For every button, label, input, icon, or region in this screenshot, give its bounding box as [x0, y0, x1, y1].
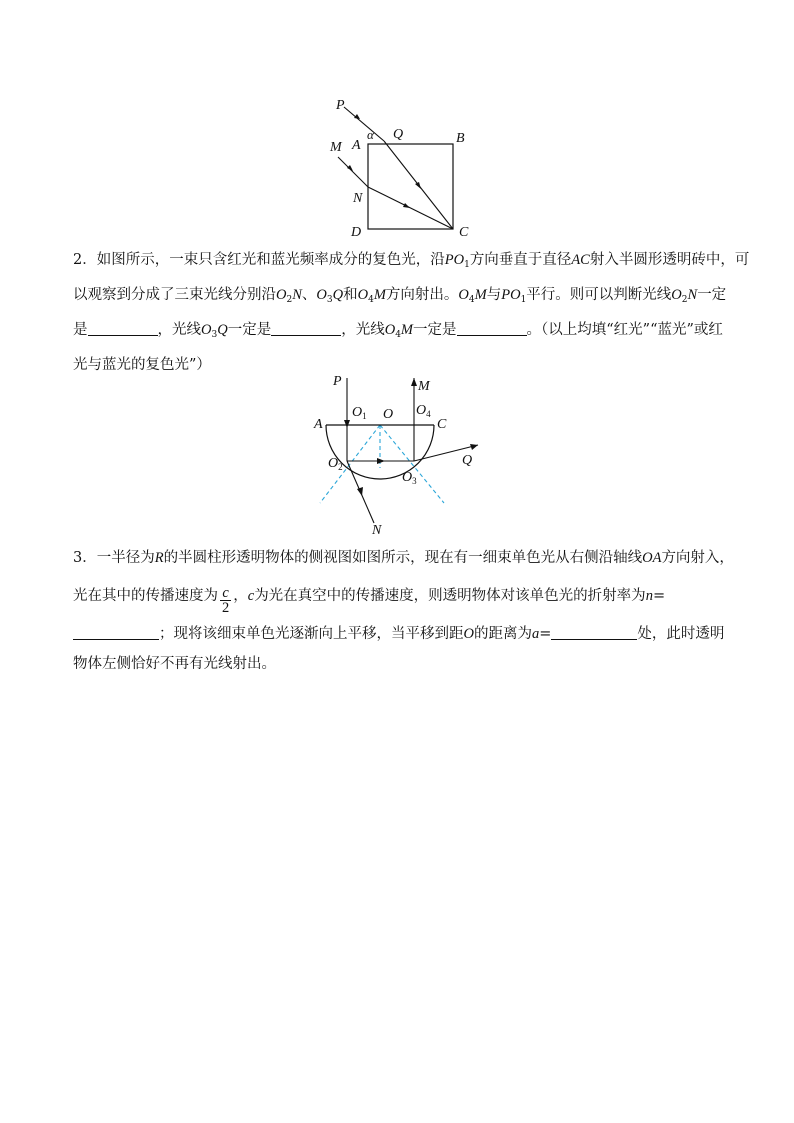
q2-text: 和 [343, 287, 358, 303]
math-m: M [373, 287, 386, 303]
q2-text: 方向射出。 [385, 287, 459, 303]
q2-line-4: 光与蓝光的复色光”） [73, 357, 211, 373]
arrow-m [411, 378, 417, 386]
math-po: PO [501, 287, 521, 303]
label-b: B [456, 131, 465, 146]
q2-line-1 [73, 245, 750, 280]
square-abcd [368, 144, 453, 229]
arrow-n [357, 487, 363, 496]
label-a: A [314, 417, 323, 432]
q2-text: 平行。则可以判断光线 [526, 287, 672, 303]
math-n: N [687, 287, 698, 303]
q2-text: ，光线 [341, 322, 385, 338]
math-o: O [458, 287, 469, 303]
figure-square-refraction [320, 95, 480, 240]
q2-number: 2． [73, 252, 97, 268]
arrow-nc [403, 203, 410, 208]
math-sub: 4 [395, 330, 401, 340]
label-m: M [418, 379, 430, 394]
q3-text: ；现将该细束单色光逐渐向上平移，当平移到距 [159, 626, 464, 642]
math-sub: 2 [286, 295, 293, 305]
q3-text: = [652, 588, 666, 604]
math-sub: 4 [468, 295, 475, 305]
question-3 [73, 543, 734, 679]
math-o: O [671, 287, 682, 303]
math-o: O [201, 322, 212, 338]
math-po1: PO [444, 252, 465, 268]
math-o: O [384, 322, 396, 338]
label-o4 [416, 403, 431, 419]
math-sub: 3 [326, 295, 333, 305]
label-o3 [402, 470, 417, 486]
answer-blank-1[interactable] [88, 319, 158, 336]
q3-text: 为光在真空中的传播速度，则透明物体对该单色光的折射率为 [254, 588, 646, 604]
math-n: n [645, 588, 653, 604]
math-sub: 1 [520, 295, 527, 305]
math-o: O [316, 287, 327, 303]
q2-text: 、 [301, 287, 317, 303]
q2-text: 一定是 [227, 322, 272, 338]
math-c: c [247, 588, 255, 604]
incident-ray-pq [344, 107, 384, 141]
q2-text: 以观察到分成了三束光线分别沿 [73, 287, 276, 303]
refracted-ray-nc [368, 187, 453, 229]
label-o2-main: O [328, 456, 339, 471]
q3-line-3 [73, 619, 725, 649]
label-o1-main: O [352, 405, 363, 420]
label-alpha: α [367, 127, 374, 142]
fraction-denominator: 2 [222, 600, 230, 616]
math-m: M [400, 322, 414, 338]
math-o: O [276, 287, 287, 303]
label-q: Q [462, 453, 473, 468]
q2-text: 一定 [697, 287, 727, 303]
q2-text: ，光线 [157, 322, 201, 338]
math-sub: 1 [464, 260, 470, 270]
label-c: C [437, 417, 447, 432]
label-o3-main: O [402, 470, 413, 485]
math-ac: AC [571, 252, 590, 268]
arrow-p [344, 420, 350, 428]
q2-text: 射入半圆形透明砖中，可 [589, 252, 750, 268]
math-q: Q [217, 322, 228, 338]
answer-blank-n[interactable] [73, 623, 159, 640]
q2-line-3 [73, 315, 725, 350]
math-q: Q [332, 287, 344, 303]
q3-line-2 [73, 581, 725, 615]
label-o1-sub: 1 [362, 411, 367, 421]
figure-semicircle-refraction [310, 368, 490, 538]
q3-text: 光在其中的传播速度为 [73, 588, 218, 604]
label-o3-sub: 3 [412, 476, 417, 486]
label-o2-sub: 2 [338, 462, 343, 472]
fraction-c-over-2 [220, 586, 231, 615]
label-p: P [333, 374, 342, 389]
arrow-o2o3 [377, 458, 385, 464]
fraction-numerator: c [220, 586, 231, 601]
q2-text: 一定是 [413, 322, 457, 338]
label-o4-sub: 4 [426, 409, 431, 419]
answer-blank-a[interactable] [551, 623, 637, 640]
math-o: O [357, 287, 369, 303]
label-o4-main: O [416, 403, 427, 418]
label-a: A [352, 138, 361, 153]
math-sub: 3 [211, 330, 218, 340]
label-q: Q [393, 127, 404, 142]
q3-text: 一半径为 [96, 550, 155, 566]
math-oa: OA [642, 550, 662, 566]
answer-blank-2[interactable] [271, 319, 341, 336]
q2-text: 如图所示，一束只含红光和蓝光频率成分的复色光，沿 [96, 252, 445, 268]
label-o2 [328, 456, 343, 472]
figure-1-svg [320, 95, 480, 240]
math-o: O [463, 626, 474, 642]
q3-line-1 [73, 543, 734, 573]
label-d: D [351, 225, 362, 240]
math-m: M [474, 287, 487, 303]
math-a: a [531, 626, 540, 642]
q2-text: 是 [73, 322, 88, 338]
q3-text: = [539, 626, 552, 642]
label-n: N [353, 191, 363, 206]
incident-ray-mn [338, 157, 368, 187]
normal-o3 [380, 425, 444, 503]
label-o1 [352, 405, 367, 421]
answer-blank-3[interactable] [457, 319, 527, 336]
q2-text: 方向垂直于直径 [469, 252, 572, 268]
label-n: N [372, 523, 382, 538]
math-r: R [154, 550, 164, 566]
arrow-q [470, 444, 478, 450]
label-p: P [336, 98, 345, 113]
q2-text: 与 [486, 287, 502, 303]
q3-text: 的距离为 [473, 626, 532, 642]
math-sub: 4 [368, 295, 374, 305]
q3-text: 的半圆柱形透明物体的侧视图如图所示，现在有一细束单色光从右侧沿轴线 [163, 550, 643, 566]
label-c: C [459, 225, 469, 240]
figure-2-svg [310, 368, 490, 538]
q2-line-2 [73, 280, 725, 315]
question-2 [73, 245, 750, 380]
q2-text: 。（以上均填“红光”“蓝光”或红 [526, 322, 723, 338]
q3-text: 处，此时透明 [637, 626, 725, 642]
q3-text: 方向射入， [661, 550, 734, 566]
q3-text: ， [233, 588, 248, 604]
math-n: N [292, 287, 302, 303]
math-sub: 2 [681, 295, 688, 305]
arrow-qc [415, 182, 421, 189]
label-o: O [383, 407, 394, 422]
q3-number: 3． [73, 550, 97, 566]
q3-line-4: 物体左侧恰好不再有光线射出。 [73, 656, 276, 672]
arrow-mn [347, 165, 353, 171]
label-m: M [330, 140, 342, 155]
